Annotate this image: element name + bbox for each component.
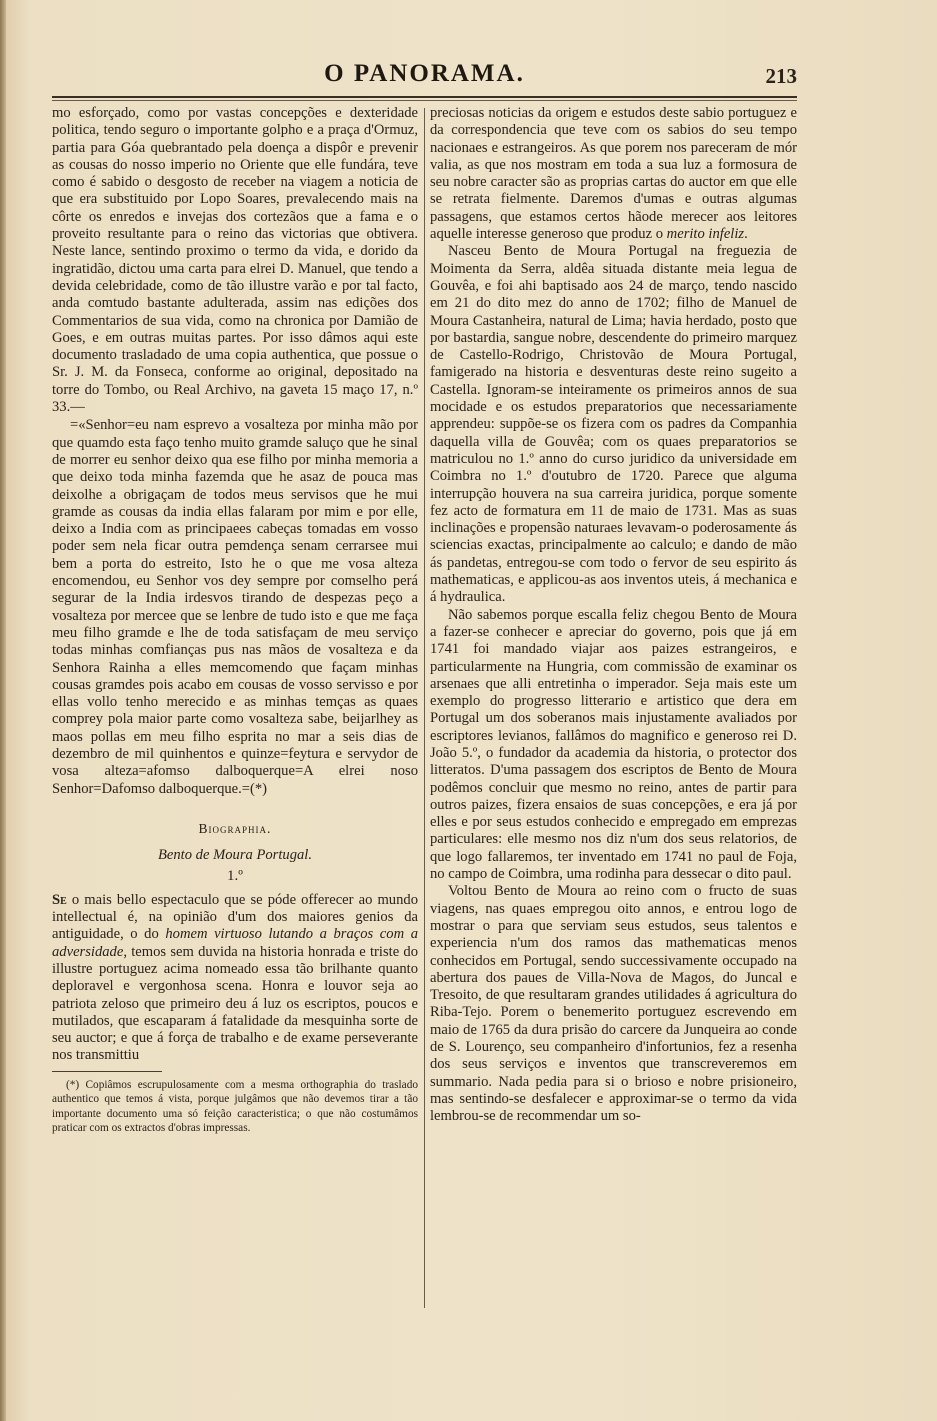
biography-subject: Bento de Moura Portugal. — [157, 847, 313, 864]
header-rule — [52, 96, 797, 98]
right-paragraph-1-italic: merito infeliz — [666, 226, 745, 243]
biography-italic-phrase: homem virtuoso lutando a braços com a adversidade — [52, 926, 418, 960]
right-paragraph-1 — [430, 105, 797, 243]
section-title: Biographia. — [198, 820, 272, 836]
right-paragraph-1-text-b: . — [744, 226, 748, 243]
left-paragraph-1: mo esforçado, como por vastas concepções e dexteridade politica, tendo seguro o importante golpho e a praça d'Ormuz, partia para Góa quebrantado pela doença a dispôr e prevenir as cousas do nosso imperio no Oriente que elle fundára, teve como é sabido o desgosto de receber na viagem a noticia de que era substituido por Lopo Soares, prevalecendo mais na côrte os enredos e invejas dos cortezãos que a fama e o proveito resultante para o reino das victorias que obtivera. Neste lance, sentindo proximo o termo da vida, e dorido da ingratidão, dictou uma carta para elrei D. Manuel, que tendo a devida celebridade, como de tão illustre varão e por tal facto, anda comtudo bastante adulterada, assim nas edições dos Commentarios de sua vida, como na chronica por Damião de Goes, e em outras muitas partes. Por isso dâmos aqui este documento trasladado de uma copia authentica, que possue o Sr. J. M. da Fonseca, conforme ao original, depositado na torre do Tombo, ou Real Archivo, na gaveta 15 maço 17, n.º 33.— — [52, 105, 418, 416]
biography-text-b: , temos sem duvida na historia honrada e triste do illustre portuguez acima nomeado essa tão brilhante quanto deploravel e vergonhosa scena. Honra e louvor seja ao patriota zeloso que primeiro deu á luz os escriptos, poucos e mutilados, que escaparam á fatalidade da mesquinha sorte de seu auctor; e que á força de trabalho e de exame perseverante nos transmittiu — [52, 943, 418, 1064]
column-divider — [424, 108, 425, 1308]
footnote-rule — [52, 1071, 162, 1072]
right-paragraph-1-text-a: preciosas noticias da origem e estudos deste sabio portuguez e da correspondencia que teve com os sabios do seu tempo nacionaes e estrangeiros. As que porem nos pareceram de mór valia, as que nos mostram em toda a sua luz a formosura de seu nobre caracter são as proprias cartas do auctor em que elle se retrata fielmente. Daremos d'umas e outras algumas passagens, que estamos certos hãode merecer aos leitores aquelle interesse generoso que produz o — [430, 105, 797, 243]
footnote: (*) Copiâmos escrupulosamente com a mesma orthographia do traslado authentico que temos á vista, porque julgâmos que não devemos tirar a tão importante documento uma só feição caracteristica; o que não costumâmos praticar com os extractos d'obras impressas. — [52, 1078, 418, 1135]
right-paragraph-4: Voltou Bento de Moura ao reino com o fructo de suas viagens, nas quaes empregou oito annos, e entrou logo de mostrar o para que serviam seus estudos, seus talentos e experiencia n'um dos ramos das mathematicas menos conhecidos em Portugal, sendo successivamente occupado na abertura dos paues de Villa-Nova de Magos, do Juncal e Tresoito, de que resultaram grandes utilidades á agricultura do Riba-Tejo. Porem o benemerito portuguez escrevendo em maio de 1765 da dura prisão do carcere da Junqueira ao conde de S. Lourenço, seu companheiro d'infortunios, fez a resenha dos seus serviços e inventos que transcreveremos em summario. Nada pedia para si o brioso e nobre prisioneiro, mas sentindo-se desfalecer e approximar-se o termo da vida lembrou-se de recommendar um so- — [430, 883, 797, 1125]
page-spine-shadow — [0, 0, 6, 1421]
header-rule-thin — [52, 100, 797, 101]
masthead-title: O PANORAMA. — [324, 60, 525, 87]
left-column — [52, 105, 418, 1136]
right-paragraph-2: Nasceu Bento de Moura Portugal na freguezia de Moimenta da Serra, aldêa situada distante meia legua de Gouvêa, e foi ahi baptisado aos 24 de março, tendo nascido em 21 do dito mez do anno de 1702; filho de Manuel de Moura Castanheira, natural de Lima; havia herdado, posto que por bastardia, sangue nobre, descendente do primeiro marquez de Castello-Rodrigo, Christovão de Moura Portugal, famigerado na historia e desventuras deste reino sugeito a Castella. Ignoram-se inteiramente os primeiros annos de sua mocidade e os estudos preparatorios que necessariamente apprendeu: suppõe-se os fizera com os padres da Companhia daquella villa de Gouvêa; com os quaes preparatorios se matriculou no 1.º anno do curso juridico da universidade em Coimbra no 1.º d'outubro de 1720. Parece que alguma interrupção houvera na sua carreira juridica, porque somente fez acto de formatura em 11 de maio de 1731. Mas as suas inclinações e propensão naturaes levavam-o poderosamente ás sciencias exactas, principalmente ao calculo; e dando de mão ás pandetas, entregou-se com todo o fervor de seu espirito ás mathematicas, e applicou-as aos inventos uteis, á mechanica e á hydraulica. — [430, 243, 797, 606]
right-paragraph-3: Não sabemos porque escalla feliz chegou Bento de Moura a fazer-se conhecer e apreciar do governo, pois que já em 1741 foi mandado viajar aos paizes estrangeiros, e particularmente na Hungria, com commissão de examinar os arsenaes que alli entretinha o imperador. Seja mais este um exemplo do progresso litterario e artistico que dera em Portugal um dos soberanos mais injustamente avaliados por escriptores levianos, fallâmos do magnifico e generoso rei D. João 5.º, o fundador da academia da historia, o protector dos litteratos. D'uma passagem dos escriptos de Bento de Moura podêmos concluir que mesmo no reino, antes de partir para outros paizes, fizera ensaios de suas concepções, e era já por elles e por seus estudos conhecido e empregado em emprezas particulares: elle mesmo nos diz n'um dos seus relatorios, de que logo fallaremos, ter inventado em 1741 no paul de Foja, no campo de Coimbra, uma rodinha para dessecar o dito paul. — [430, 606, 797, 883]
biography-part-number: 1.º — [227, 868, 243, 885]
biography-initial: Se — [52, 891, 67, 908]
biography-paragraph-1 — [52, 892, 418, 1065]
right-column — [430, 105, 797, 1126]
page-header — [52, 58, 797, 94]
page-number: 213 — [765, 64, 797, 88]
albuquerque-letter: =«Senhor=eu nam esprevo a vosalteza por minha mão por que quamdo esta faço tenho muito gramde saluço que he sinal de morrer eu senhor deixo qua ese filho por minha memoria a que deixo toda minha fazemda que he asaz de pouca mas deixolhe a obrigaçam de todos meus servisos que he mui gramde as cousas da india ellas falaram por mim e por elle, deixo a India com as principaees cabeças tomadas em vosso poder sem nela ficar outra pemdença senam cerrarsee mui bem a porta do estreito, Isto he o que me vosa alteza encomendou, eu Senhor vos dey sempre por comselho perá segurar de la India irdesvos tirando de despezas peço a vosalteza por mercee que se lenbre de tudo isto e que me faça meu filho gramde e lhe de toda satisfaçam de meu serviço todas minhas comfianças pus nas mãos de vosalteza e da Senhora Rainha a elles memcomendo que façam minhas cousas gramdes pois acabo em cousas de vosso servisso e por ellas vollo tenho merecido e as minhas temças as quaes comprey pola maior parte como vosalteza sabe, beijarlhey as maos pollas em meu filho esprita no mar a seis dias de dezembro de mil quinhentos e quinze=feytura e servydor de vosa alteza=afomso dalboquerque=A elrei noso Senhor=Dafomso dalboquerque.=(*) — [52, 417, 418, 797]
biography-text-a: o mais bello espectaculo que se póde offerecer ao mundo intellectual é, na opinião d'um dos maiores genios da antiguidade, o do — [52, 891, 418, 943]
